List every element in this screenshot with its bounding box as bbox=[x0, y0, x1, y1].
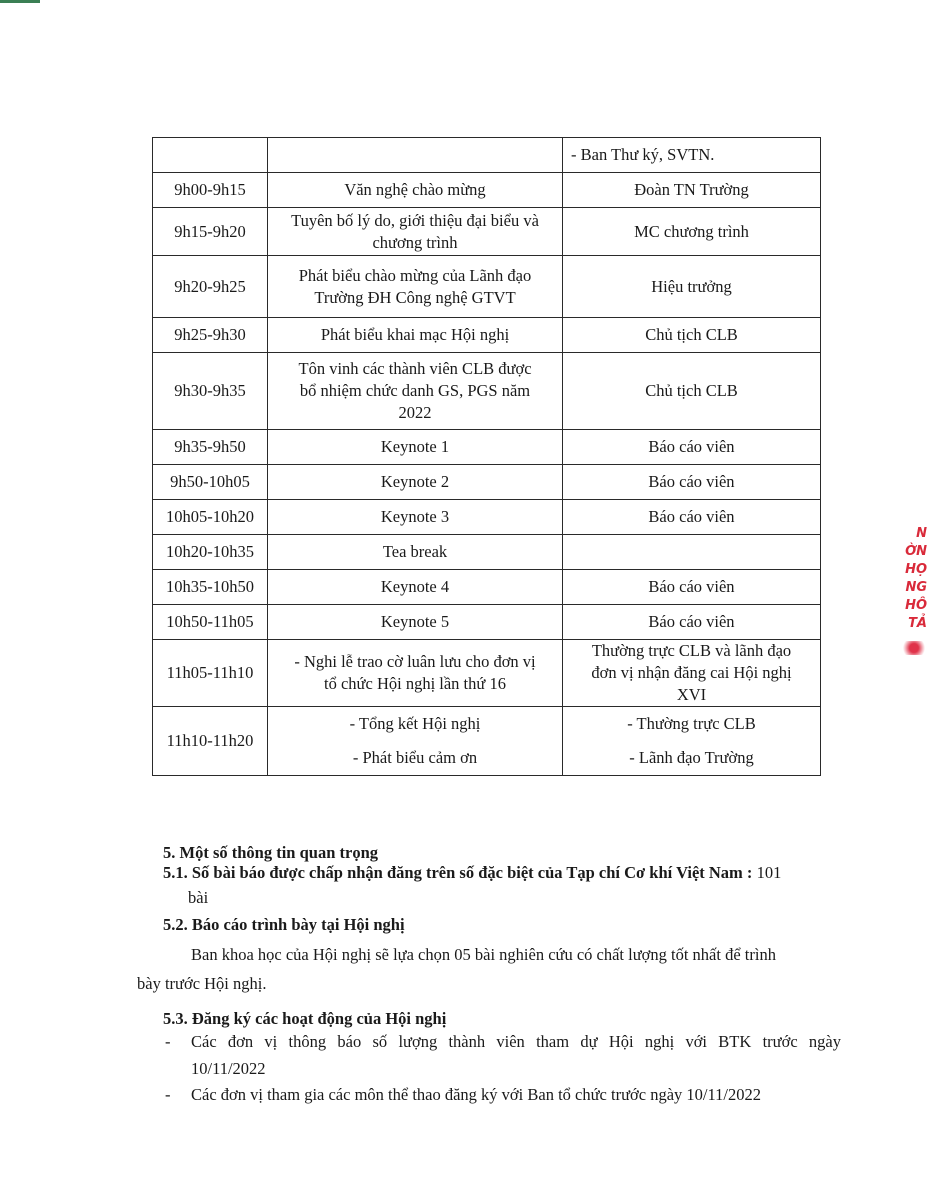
activity-cell-line: Keynote 5 bbox=[380, 612, 450, 631]
time-cell bbox=[153, 640, 268, 707]
responsible-cell bbox=[563, 138, 821, 173]
responsible-cell-line: Thường trực CLB và lãnh đạo bbox=[591, 641, 792, 660]
activity-cell-line: bổ nhiệm chức danh GS, PGS năm bbox=[299, 381, 531, 400]
time-cell bbox=[153, 353, 268, 430]
stamp-text: HỌ bbox=[905, 562, 927, 577]
section-5-2-body-line-2: bày trước Hội nghị. bbox=[137, 974, 267, 993]
stamp-ink-blot bbox=[901, 641, 927, 655]
section-5-2-title: 5.2. Báo cáo trình bày tại Hội nghị bbox=[163, 915, 405, 934]
time-cell-line: 9h20-9h25 bbox=[174, 276, 246, 296]
stamp-text: NG bbox=[905, 580, 927, 595]
section-5-1-title bbox=[163, 862, 781, 884]
responsible-cell-line: Báo cáo viên bbox=[648, 437, 735, 456]
responsible-cell-line: Báo cáo viên bbox=[648, 472, 735, 491]
activity-cell-line: - Nghi lễ trao cờ luân lưu cho đơn vị bbox=[294, 652, 536, 671]
time-cell-line: 9h15-9h20 bbox=[174, 221, 246, 241]
section-5-3-item-2: Các đơn vị tham gia các môn thể thao đăng ký với Ban tổ chức trước ngày 10/11/2022 bbox=[191, 1085, 761, 1104]
scan-edge-mark bbox=[0, 0, 40, 3]
time-cell bbox=[153, 535, 268, 570]
table-row bbox=[153, 208, 821, 256]
table-row bbox=[153, 640, 821, 707]
activity-cell-line: Văn nghệ chào mừng bbox=[344, 180, 486, 199]
responsible-cell-line: - Ban Thư ký, SVTN. bbox=[571, 145, 715, 164]
section-5-1-value: 101 bbox=[756, 863, 782, 882]
activity-cell bbox=[268, 707, 563, 776]
activity-cell bbox=[268, 318, 563, 353]
table-row bbox=[153, 138, 821, 173]
activity-cell bbox=[268, 465, 563, 500]
activity-cell-line: Keynote 4 bbox=[380, 577, 450, 596]
time-cell bbox=[153, 570, 268, 605]
activity-cell-line: Phát biểu khai mạc Hội nghị bbox=[320, 325, 510, 344]
table-row bbox=[153, 465, 821, 500]
time-cell bbox=[153, 318, 268, 353]
stamp-text: TẢ bbox=[908, 616, 927, 631]
responsible-cell-line: Chủ tịch CLB bbox=[645, 381, 738, 400]
responsible-cell-line: Chủ tịch CLB bbox=[645, 325, 738, 344]
activity-cell-line: Keynote 2 bbox=[380, 472, 450, 491]
activity-cell bbox=[268, 570, 563, 605]
activity-cell-line: Trường ĐH Công nghệ GTVT bbox=[314, 287, 516, 307]
activity-cell bbox=[268, 208, 563, 256]
table-row bbox=[153, 353, 821, 430]
stamp-text: HÔ bbox=[905, 598, 927, 613]
responsible-cell bbox=[563, 640, 821, 707]
section-5-1-heading: 5.1. Số bài báo được chấp nhận đăng trên số đặc biệt của Tạp chí Cơ khí Việt Nam : bbox=[163, 863, 753, 882]
activity-cell-line: Keynote 1 bbox=[380, 437, 450, 456]
stamp-text: ỜN bbox=[905, 544, 927, 559]
activity-cell-line: Tuyên bố lý do, giới thiệu đại biểu và bbox=[291, 210, 539, 230]
activity-cell-line: Phát biểu chào mừng của Lãnh đạo bbox=[298, 265, 532, 285]
time-cell bbox=[153, 173, 268, 208]
responsible-cell bbox=[563, 605, 821, 640]
responsible-cell-line: đơn vị nhận đăng cai Hội nghị bbox=[591, 663, 792, 682]
responsible-cell-line: XVI bbox=[676, 685, 707, 704]
activity-cell bbox=[268, 353, 563, 430]
responsible-cell-line: MC chương trình bbox=[634, 221, 749, 241]
table-row bbox=[153, 430, 821, 465]
schedule-table bbox=[152, 137, 821, 776]
responsible-cell bbox=[563, 500, 821, 535]
responsible-cell-line: Báo cáo viên bbox=[648, 507, 735, 526]
section-5-3-item-1-line-2: 10/11/2022 bbox=[191, 1059, 266, 1078]
responsible-cell-line: Đoàn TN Trường bbox=[634, 180, 749, 199]
activity-cell bbox=[268, 500, 563, 535]
time-cell-line: 9h00-9h15 bbox=[174, 180, 246, 199]
activity-cell bbox=[268, 430, 563, 465]
time-cell-line: 10h50-11h05 bbox=[166, 612, 254, 631]
time-cell-line: 11h05-11h10 bbox=[166, 663, 254, 682]
time-cell-line: 9h25-9h30 bbox=[174, 325, 246, 344]
responsible-cell bbox=[563, 173, 821, 208]
time-cell bbox=[153, 605, 268, 640]
time-cell-line: 9h35-9h50 bbox=[174, 437, 246, 456]
time-cell bbox=[153, 465, 268, 500]
table-row bbox=[153, 500, 821, 535]
activity-cell bbox=[268, 535, 563, 570]
section-5-2-body-line-1: Ban khoa học của Hội nghị sẽ lựa chọn 05 bài nghiên cứu có chất lượng tốt nhất để trình bbox=[191, 945, 776, 964]
responsible-cell bbox=[563, 353, 821, 430]
responsible-cell bbox=[563, 570, 821, 605]
activity-cell bbox=[268, 256, 563, 318]
activity-cell-line: tổ chức Hội nghị lần thứ 16 bbox=[324, 674, 506, 693]
table-row bbox=[153, 256, 821, 318]
activity-cell-line: 2022 bbox=[398, 403, 432, 422]
responsible-cell bbox=[563, 535, 821, 570]
time-cell bbox=[153, 500, 268, 535]
stamp-text: N bbox=[916, 526, 927, 541]
time-cell-line: 10h20-10h35 bbox=[166, 542, 254, 561]
responsible-cell bbox=[563, 707, 821, 776]
table-row bbox=[153, 173, 821, 208]
activity-cell-line: Tea break bbox=[382, 542, 448, 561]
time-cell-line: 9h50-10h05 bbox=[170, 472, 250, 491]
section-5-3-title: 5.3. Đăng ký các hoạt động của Hội nghị bbox=[163, 1009, 447, 1028]
time-cell-line: 10h35-10h50 bbox=[166, 577, 254, 596]
responsible-cell-line: Hiệu trưởng bbox=[651, 276, 732, 296]
responsible-cell bbox=[563, 465, 821, 500]
time-cell bbox=[153, 208, 268, 256]
red-stamp-fragment bbox=[898, 525, 927, 695]
section-5-3-item-1-line-1: Các đơn vị thông báo số lượng thành viên tham dự Hội nghị với BTK trước ngày bbox=[191, 1032, 841, 1051]
responsible-cell bbox=[563, 318, 821, 353]
time-cell-line: 11h10-11h20 bbox=[166, 731, 254, 750]
activity-cell bbox=[268, 640, 563, 707]
table-row bbox=[153, 570, 821, 605]
responsible-cell bbox=[563, 256, 821, 318]
time-cell-line: 9h30-9h35 bbox=[174, 381, 246, 400]
responsible-cell-line: - Thường trực CLB bbox=[627, 714, 756, 733]
table-row bbox=[153, 535, 821, 570]
table-row bbox=[153, 707, 821, 776]
responsible-cell bbox=[563, 208, 821, 256]
list-dash: - bbox=[165, 1032, 171, 1051]
activity-cell-line: Tôn vinh các thành viên CLB được bbox=[298, 359, 532, 378]
activity-cell-line: - Phát biểu cảm ơn bbox=[352, 748, 478, 767]
activity-cell bbox=[268, 138, 563, 173]
responsible-cell bbox=[563, 430, 821, 465]
activity-cell bbox=[268, 605, 563, 640]
responsible-cell-line: - Lãnh đạo Trường bbox=[629, 748, 754, 767]
responsible-cell-line: Báo cáo viên bbox=[648, 577, 735, 596]
time-cell bbox=[153, 707, 268, 776]
section-5-1-unit: bài bbox=[188, 888, 209, 907]
table-row bbox=[153, 605, 821, 640]
activity-cell-line: Keynote 3 bbox=[380, 507, 450, 526]
time-cell bbox=[153, 138, 268, 173]
table-row bbox=[153, 318, 821, 353]
activity-cell-line: - Tổng kết Hội nghị bbox=[349, 714, 481, 733]
activity-cell-line: chương trình bbox=[372, 232, 458, 252]
time-cell-line: 10h05-10h20 bbox=[166, 507, 254, 526]
list-dash: - bbox=[165, 1085, 171, 1104]
time-cell bbox=[153, 430, 268, 465]
activity-cell bbox=[268, 173, 563, 208]
time-cell bbox=[153, 256, 268, 318]
responsible-cell-line: Báo cáo viên bbox=[648, 612, 735, 631]
section-5-title: 5. Một số thông tin quan trọng bbox=[163, 843, 378, 862]
